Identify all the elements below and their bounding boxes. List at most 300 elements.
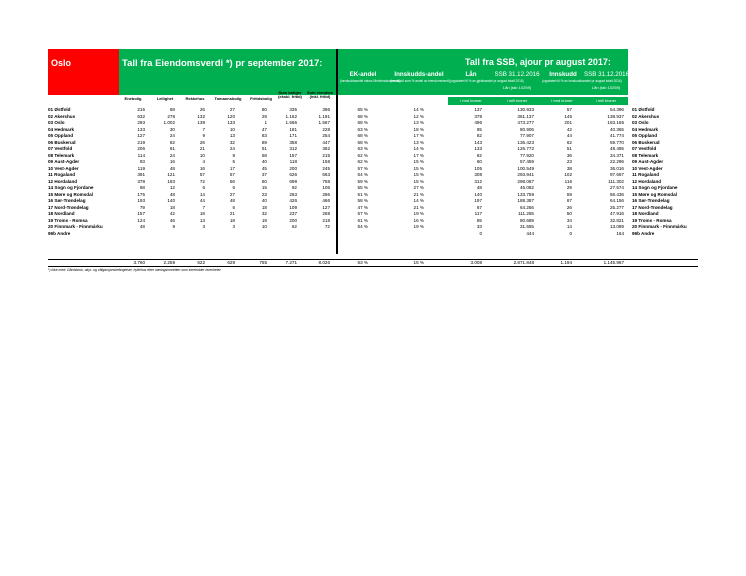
table-cell: 30 bbox=[169, 126, 175, 132]
table-cell: 391 bbox=[137, 172, 145, 177]
county-name: 05 Oppland bbox=[48, 133, 74, 138]
ssb-lan-cell: 361.137 bbox=[517, 113, 534, 119]
county-name-right: 04 Hedmark bbox=[632, 126, 659, 132]
ssb-lan-cell: 80.906 bbox=[519, 126, 534, 132]
table-cell: 19 bbox=[261, 217, 267, 223]
table-cell: 10 bbox=[261, 224, 267, 229]
unit-label-innskudd: i mrd kroner bbox=[540, 97, 584, 105]
table-cell: 699 bbox=[289, 178, 297, 184]
innskudd-cell: 0 bbox=[569, 230, 572, 236]
lan-header: Lån (oppdatert til % av gjeldsandel pr august totalt 2016) bbox=[450, 71, 524, 83]
table-cell: 16 bbox=[199, 165, 205, 171]
table-cell: 132 bbox=[197, 113, 205, 119]
table-cell: 13 bbox=[229, 133, 235, 138]
ek-andel-cell: 55 % bbox=[357, 185, 368, 190]
table-cell: 1.567 bbox=[318, 120, 330, 125]
table-cell: 40 bbox=[261, 198, 267, 203]
table-cell: 127 bbox=[322, 204, 330, 210]
innskudd-cell: 145 bbox=[564, 113, 572, 119]
table-cell: 23 bbox=[261, 191, 267, 197]
table-cell: 293 bbox=[137, 120, 145, 125]
ssb-innskudd-cell: 22.296 bbox=[609, 159, 624, 164]
table-cell: 626 bbox=[289, 172, 297, 177]
county-name-right: 15 Møre og Romsdal bbox=[632, 191, 677, 197]
table-cell: 312 bbox=[289, 146, 297, 151]
innskudd-cell: 59 bbox=[566, 191, 572, 197]
table-cell: 89 bbox=[261, 139, 267, 145]
column-header-row: Enebolig Leilighet Rekkehus Tomannsbolig Fritidsbolig Sum boliger (ekskl. fritid) Sum eiendom (inkl. fritid) bbox=[124, 90, 334, 101]
county-name-right: 14 Sogn og Fjordane bbox=[632, 185, 678, 190]
table-cell: 48 bbox=[139, 224, 145, 229]
table-cell: 92 bbox=[291, 185, 297, 190]
innskudd-andel-cell: 18 % bbox=[413, 126, 424, 132]
innskudd-andel-header: Innskudds-andel (innskudd som % andel av eiendomsverdi) bbox=[390, 71, 451, 83]
table-cell: 3 bbox=[232, 224, 235, 229]
innskudd-andel-cell: 13 % bbox=[413, 120, 424, 125]
lan-cell: 133 bbox=[474, 146, 482, 151]
lan-cell: 0 bbox=[479, 230, 482, 236]
innskudd-andel-cell: 17 % bbox=[413, 133, 424, 138]
table-cell: 1.566 bbox=[285, 120, 297, 125]
ssb-innskudd-cell: 32.821 bbox=[609, 217, 624, 223]
innskudd-andel-cell: 14 % bbox=[413, 107, 424, 112]
ssb-innskudd-cell: 54.396 bbox=[609, 107, 624, 112]
table-cell: 758 bbox=[322, 178, 330, 184]
county-name: 18 Nordland bbox=[48, 211, 75, 216]
table-cell: 18 bbox=[229, 217, 235, 223]
table-cell: 263 bbox=[289, 191, 297, 197]
table-cell: 79 bbox=[139, 204, 145, 210]
footnote: *) Ikke med: Gårdsbruk, akyr- og våtgarsjonsbetingelser, hyttehus etter næringsinnretten som inneholder boenheter bbox=[48, 268, 221, 272]
ssb-innskudd-cell: 64.156 bbox=[609, 198, 624, 203]
table-cell: 269 bbox=[322, 211, 330, 216]
lan-cell: 48 bbox=[476, 185, 482, 190]
innskudd-andel-cell: 12 % bbox=[413, 113, 424, 119]
ssb-innskudd-header: SSB 31.12.2016 Lån (tab 10259) bbox=[584, 71, 630, 90]
ssb-lan-cell: 130.933 bbox=[517, 107, 534, 112]
innskudd-cell: 38 bbox=[566, 165, 572, 171]
lan-cell: 105 bbox=[474, 165, 482, 171]
table-cell: 181 bbox=[289, 126, 297, 132]
lan-cell: 67 bbox=[476, 204, 482, 210]
ssb-lan-cell: 111.265 bbox=[518, 211, 534, 216]
innskudd-cell: 23 bbox=[566, 159, 572, 164]
lan-cell: 308 bbox=[474, 172, 482, 177]
ek-andel-cell: 59 % bbox=[357, 178, 368, 184]
table-cell: 51 bbox=[261, 146, 267, 151]
table-cell: 62 bbox=[291, 224, 297, 229]
innskudd-cell: 44 bbox=[566, 133, 572, 138]
ssb-lan-cell: 77.907 bbox=[519, 133, 534, 138]
unit-label-ssb-lan: i mill kroner bbox=[494, 97, 540, 105]
ssb-innskudd-cell: 59.770 bbox=[609, 139, 624, 145]
table-cell: 37 bbox=[261, 172, 267, 177]
table-cell: 26 bbox=[199, 107, 205, 112]
table-cell: 80 bbox=[261, 107, 267, 112]
ssb-lan-cell: 100.549 bbox=[517, 165, 534, 171]
county-name-right: 12 Hordaland bbox=[632, 178, 662, 184]
county-name-right: 17 Nord-Trøndelag bbox=[632, 204, 673, 210]
ssb-lan-cell: 31.555 bbox=[519, 224, 534, 229]
innskudd-cell: 62 bbox=[566, 139, 572, 145]
table-cell: 335 bbox=[289, 107, 297, 112]
lan-cell: 85 bbox=[476, 126, 482, 132]
innskudd-andel-cell: 15 % bbox=[413, 165, 424, 171]
ek-andel-cell: 57 % bbox=[357, 211, 368, 216]
table-cell: 72 bbox=[324, 224, 330, 229]
ssb-innskudd-cell: 36.016 bbox=[609, 165, 624, 171]
ek-andel-cell: 68 % bbox=[357, 139, 368, 145]
table-cell: 119 bbox=[137, 165, 145, 171]
table-cell: 378 bbox=[137, 178, 145, 184]
county-name-right: 02 Akershus bbox=[632, 113, 660, 119]
ek-andel-cell: 51 % bbox=[357, 191, 368, 197]
county-name-right: 01 Østfold bbox=[632, 107, 655, 112]
ek-andel-cell: 58 % bbox=[357, 198, 368, 203]
ssb-lan-cell: 46.082 bbox=[519, 185, 534, 190]
county-name: 99b Andre bbox=[48, 230, 71, 236]
lan-cell: 143 bbox=[474, 139, 482, 145]
table-cell: 219 bbox=[137, 139, 145, 145]
table-cell: 1.191 bbox=[318, 113, 330, 119]
table-cell: 663 bbox=[322, 172, 330, 177]
table-cell: 16 bbox=[169, 159, 175, 164]
table-cell: 158 bbox=[322, 159, 330, 164]
table-cell: 24 bbox=[229, 146, 235, 151]
county-name-right: 20 Finnmark - Finnmárku bbox=[632, 224, 687, 229]
eiendomsverdi-title: Tall fra Eiendomsverdi *) pr september 2017: bbox=[122, 58, 323, 69]
county-name: 15 Møre og Romsdal bbox=[48, 191, 93, 197]
innskudd-cell: 26 bbox=[566, 204, 572, 210]
table-cell: 27 bbox=[229, 107, 235, 112]
ek-andel-cell: 61 % bbox=[357, 217, 368, 223]
innskudd-andel-cell: 21 % bbox=[413, 191, 424, 197]
table-cell: 21 bbox=[199, 146, 205, 151]
innskudd-cell: 201 bbox=[564, 120, 572, 125]
county-name-right: 19 Troms - Romsa bbox=[632, 217, 672, 223]
innskudd-cell: 51 bbox=[566, 146, 572, 151]
ek-andel-cell: 68 % bbox=[357, 120, 368, 125]
table-cell: 7 bbox=[202, 204, 205, 210]
table-cell: 106 bbox=[322, 185, 330, 190]
table-cell: 40 bbox=[261, 159, 267, 164]
lan-cell: 197 bbox=[474, 198, 482, 203]
table-cell: 24 bbox=[169, 133, 175, 138]
ek-andel-cell: 54 % bbox=[357, 224, 368, 229]
table-cell: 18 bbox=[261, 204, 267, 210]
county-name: 03 Oslo bbox=[48, 120, 65, 125]
table-cell: 4 bbox=[202, 159, 205, 164]
table-cell: 426 bbox=[289, 198, 297, 203]
county-name: 20 Finnmark - Finnmárku bbox=[48, 224, 103, 229]
county-name: 14 Sogn og Fjordane bbox=[48, 185, 94, 190]
table-cell: 6 bbox=[232, 185, 235, 190]
county-name-right: 10 Vest-Agder bbox=[632, 165, 663, 171]
innskudd-andel-cell: 16 % bbox=[413, 217, 424, 223]
table-cell: 60 bbox=[261, 178, 267, 184]
table-cell: 118 bbox=[289, 159, 297, 164]
table-cell: 42 bbox=[169, 211, 175, 216]
innskudd-andel-cell: 15 % bbox=[413, 178, 424, 184]
table-cell: 237 bbox=[289, 211, 297, 216]
ssb-innskudd-cell: 27.574 bbox=[609, 185, 624, 190]
ek-andel-cell: 63 % bbox=[357, 146, 368, 151]
table-cell: 286 bbox=[322, 191, 330, 197]
table-cell: 632 bbox=[137, 113, 145, 119]
table-cell: 10 bbox=[229, 126, 235, 132]
ek-andel-cell: 65 % bbox=[357, 107, 368, 112]
county-name: 17 Nord-Trøndelag bbox=[48, 204, 89, 210]
ek-andel-cell: 68 % bbox=[357, 113, 368, 119]
county-name: 04 Hedmark bbox=[48, 126, 75, 132]
ssb-lan-cell: 444 bbox=[526, 230, 534, 236]
table-cell: 396 bbox=[322, 107, 330, 112]
region-label: Oslo bbox=[51, 58, 72, 68]
table-cell: 48 bbox=[169, 191, 175, 197]
county-name: 19 Troms - Romsa bbox=[48, 217, 88, 223]
innskudd-andel-cell: 14 % bbox=[413, 198, 424, 203]
ssb-innskudd-cell: 111.302 bbox=[608, 178, 624, 184]
section-divider bbox=[336, 49, 338, 254]
table-cell: 47 bbox=[261, 126, 267, 132]
ek-andel-cell: 62 % bbox=[357, 152, 368, 158]
table-cell: 56 bbox=[229, 178, 235, 184]
table-cell: 193 bbox=[137, 198, 145, 203]
ssb-lan-cell: 77.920 bbox=[519, 152, 534, 158]
ek-andel-cell: 63 % bbox=[357, 126, 368, 132]
table-cell: 175 bbox=[137, 191, 145, 197]
table-cell: 193 bbox=[167, 178, 175, 184]
innskudd-andel-cell: 27 % bbox=[413, 185, 424, 190]
table-cell: 7 bbox=[202, 126, 205, 132]
table-cell: 17 bbox=[229, 165, 235, 171]
table-cell: 82 bbox=[169, 139, 175, 145]
table-cell: 9 bbox=[202, 133, 205, 138]
eiendomsverdi-header-band bbox=[119, 49, 336, 95]
table-cell: 218 bbox=[322, 217, 330, 223]
innskudd-cell: 116 bbox=[564, 178, 572, 184]
ssb-innskudd-cell: 56.436 bbox=[609, 191, 624, 197]
county-name-right: 09 Aust-Agder bbox=[632, 159, 664, 164]
table-cell: 21 bbox=[229, 211, 235, 216]
ssb-lan-cell: 64.256 bbox=[519, 204, 534, 210]
lan-cell: 140 bbox=[474, 191, 482, 197]
table-cell: 245 bbox=[322, 165, 330, 171]
ek-andel-cell: 68 % bbox=[357, 133, 368, 138]
innskudd-andel-cell: 19 % bbox=[413, 224, 424, 229]
county-name-right: 05 Oppland bbox=[632, 133, 658, 138]
table-cell: 12 bbox=[169, 185, 175, 190]
table-cell: 57 bbox=[199, 172, 205, 177]
table-cell: 139 bbox=[197, 120, 205, 125]
county-name: 06 Buskerud bbox=[48, 139, 76, 145]
lan-cell: 378 bbox=[474, 113, 482, 119]
innskudd-andel-cell: 21 % bbox=[413, 204, 424, 210]
table-cell: 68 bbox=[169, 107, 175, 112]
lan-cell: 496 bbox=[474, 120, 482, 125]
ssb-innskudd-cell: 138.937 bbox=[607, 113, 624, 119]
county-name: 11 Rogaland bbox=[48, 172, 76, 177]
ssb-lan-cell: 473.277 bbox=[517, 120, 534, 125]
table-cell: 29 bbox=[261, 113, 267, 119]
table-cell: 93 bbox=[139, 159, 145, 164]
ssb-lan-header: SSB 31.12.2016 Lån (tab 10259) bbox=[494, 71, 540, 90]
county-name: 10 Vest-Agder bbox=[48, 165, 79, 171]
ssb-title: Tall fra SSB, ajour pr august 2017: bbox=[465, 57, 611, 67]
innskudd-andel-cell: 15 % bbox=[413, 159, 424, 164]
table-cell: 140 bbox=[167, 198, 175, 203]
innskudd-andel-cell: 14 % bbox=[413, 146, 424, 151]
table-cell: 48 bbox=[229, 198, 235, 203]
lan-cell: 117 bbox=[474, 211, 482, 216]
ssb-lan-cell: 136.423 bbox=[517, 139, 534, 145]
ssb-innskudd-cell: 25.277 bbox=[609, 204, 624, 210]
table-cell: 114 bbox=[137, 152, 145, 158]
table-cell: 133 bbox=[227, 120, 235, 125]
county-name-right: 08 Telemark bbox=[632, 152, 659, 158]
table-cell: 57 bbox=[229, 172, 235, 177]
table-cell: 254 bbox=[322, 133, 330, 138]
innskudd-cell: 102 bbox=[564, 172, 572, 177]
table-cell: 5 bbox=[232, 159, 235, 164]
county-name-right: 03 Oslo bbox=[632, 120, 649, 125]
innskudd-cell: 14 bbox=[566, 224, 572, 229]
table-cell: 109 bbox=[289, 204, 297, 210]
county-name: 01 Østfold bbox=[48, 107, 71, 112]
table-cell: 206 bbox=[137, 146, 145, 151]
table-cell: 200 bbox=[289, 217, 297, 223]
table-cell: 215 bbox=[137, 107, 145, 112]
table-cell: 44 bbox=[199, 198, 205, 203]
county-name-right: 99b Andre bbox=[632, 230, 655, 236]
table-cell: 9 bbox=[232, 152, 235, 158]
ssb-lan-cell: 293.941 bbox=[517, 172, 534, 177]
lan-cell: 137 bbox=[474, 107, 482, 112]
region-header-cell bbox=[48, 49, 119, 95]
table-cell: 58 bbox=[261, 152, 267, 158]
innskudd-cell: 29 bbox=[566, 185, 572, 190]
table-cell: 10 bbox=[199, 152, 205, 158]
table-cell: 278 bbox=[167, 113, 175, 119]
county-name: 07 Vestfold bbox=[48, 146, 73, 151]
innskudd-cell: 42 bbox=[566, 126, 572, 132]
county-name-right: 07 Vestfold bbox=[632, 146, 657, 151]
table-cell: 124 bbox=[137, 217, 145, 223]
county-name: 16 Sør-Trøndelag bbox=[48, 198, 86, 203]
ssb-innskudd-cell: 47.916 bbox=[609, 211, 624, 216]
table-cell: 45 bbox=[261, 165, 267, 171]
table-cell: 13 bbox=[199, 217, 205, 223]
lan-cell: 312 bbox=[474, 178, 482, 184]
lan-cell: 85 bbox=[476, 217, 482, 223]
ssb-innskudd-cell: 193.165 bbox=[607, 120, 624, 125]
table-cell: 32 bbox=[261, 211, 267, 216]
ek-andel-cell: 57 % bbox=[357, 165, 368, 171]
table-cell: 14 bbox=[199, 191, 205, 197]
ek-andel-cell: 54 % bbox=[357, 172, 368, 177]
totals-line-bottom bbox=[48, 266, 698, 267]
innskudd-cell: 50 bbox=[566, 211, 572, 216]
table-cell: 120 bbox=[227, 113, 235, 119]
county-name: 09 Aust-Agder bbox=[48, 159, 80, 164]
table-cell: 68 bbox=[139, 185, 145, 190]
innskudd-cell: 57 bbox=[566, 107, 572, 112]
unit-label-lan: i mrd kroner bbox=[448, 97, 494, 105]
table-cell: 6 bbox=[232, 204, 235, 210]
ek-andel-cell: 62 % bbox=[357, 159, 368, 164]
ssb-lan-cell: 80.689 bbox=[519, 217, 534, 223]
county-name: 12 Hordaland bbox=[48, 178, 78, 184]
ssb-innskudd-cell: 48.495 bbox=[609, 146, 624, 151]
table-cell: 171 bbox=[289, 133, 297, 138]
table-cell: 157 bbox=[137, 211, 145, 216]
ssb-innskudd-cell: 41.774 bbox=[609, 133, 624, 138]
ssb-lan-cell: 188.387 bbox=[517, 198, 534, 203]
table-cell: 127 bbox=[137, 133, 145, 138]
table-cell: 61 bbox=[169, 146, 175, 151]
table-cell: 1 bbox=[264, 120, 267, 125]
county-name-right: 18 Nordland bbox=[632, 211, 659, 216]
table-cell: 46 bbox=[169, 217, 175, 223]
county-name-right: 11 Rogaland bbox=[632, 172, 660, 177]
innskudd-andel-cell: 19 % bbox=[413, 211, 424, 216]
table-cell: 358 bbox=[289, 139, 297, 145]
table-cell: 6 bbox=[202, 185, 205, 190]
table-cell: 1.162 bbox=[285, 113, 297, 119]
lan-cell: 82 bbox=[476, 133, 482, 138]
ssb-innskudd-cell: 97.667 bbox=[609, 172, 624, 177]
ssb-lan-cell: 126.772 bbox=[517, 146, 534, 151]
ssb-lan-cell: 133.759 bbox=[517, 191, 534, 197]
table-cell: 466 bbox=[322, 198, 330, 203]
county-name-right: 16 Sør-Trøndelag bbox=[632, 198, 670, 203]
ek-andel-header: EK-andel (innskuddsandel minus lån/eiendomsverdi) bbox=[340, 71, 401, 83]
table-cell: 24 bbox=[169, 152, 175, 158]
innskudd-andel-cell: 17 % bbox=[413, 152, 424, 158]
ssb-innskudd-cell: 40.365 bbox=[609, 126, 624, 132]
table-cell: 157 bbox=[289, 152, 297, 158]
table-cell: 3 bbox=[202, 224, 205, 229]
table-cell: 83 bbox=[261, 133, 267, 138]
table-cell: 447 bbox=[322, 139, 330, 145]
unit-label-ssb-innskudd: i mill kroner bbox=[584, 97, 628, 105]
ssb-lan-cell: 57.459 bbox=[519, 159, 534, 164]
table-cell: 133 bbox=[137, 126, 145, 132]
table-cell: 27 bbox=[229, 191, 235, 197]
innskudd-header: Innskudd (oppdatert til % av innskuddsandel pr august totalt 2016) bbox=[542, 71, 622, 83]
table-cell: 215 bbox=[322, 152, 330, 158]
table-cell: 15 bbox=[261, 185, 267, 190]
ssb-innskudd-cell: 13.089 bbox=[609, 224, 624, 229]
ek-andel-cell: 47 % bbox=[357, 204, 368, 210]
table-cell: 18 bbox=[169, 204, 175, 210]
table-cell: 48 bbox=[169, 165, 175, 171]
table-cell: 72 bbox=[199, 178, 205, 184]
table-cell: 9 bbox=[172, 224, 175, 229]
table-cell: 18 bbox=[199, 211, 205, 216]
lan-cell: 82 bbox=[476, 152, 482, 158]
table-cell: 362 bbox=[322, 146, 330, 151]
county-name: 02 Akershus bbox=[48, 113, 76, 119]
table-cell: 200 bbox=[289, 165, 297, 171]
innskudd-cell: 67 bbox=[566, 198, 572, 203]
county-name-right: 06 Buskerud bbox=[632, 139, 660, 145]
table-cell: 228 bbox=[322, 126, 330, 132]
table-cell: 1.002 bbox=[163, 120, 175, 125]
innskudd-cell: 36 bbox=[566, 152, 572, 158]
table-cell: 32 bbox=[229, 139, 235, 145]
lan-cell: 60 bbox=[476, 159, 482, 164]
